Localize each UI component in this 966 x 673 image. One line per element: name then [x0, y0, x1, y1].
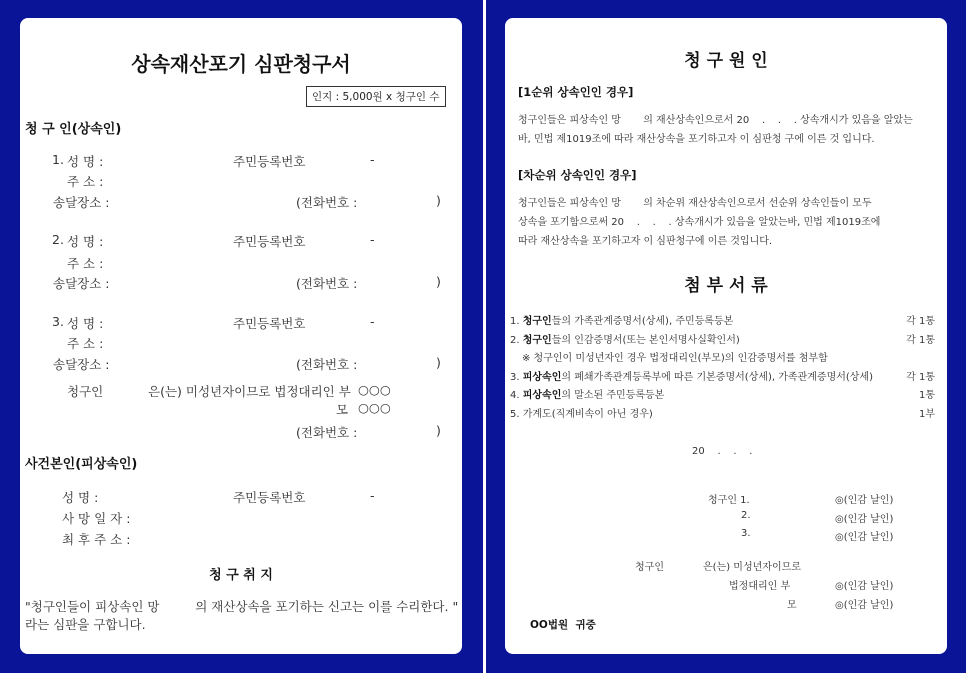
page-petition-grounds — [505, 18, 947, 654]
second-rank-heading: [차순위 상속인인 경우] — [518, 168, 637, 182]
minor-guardian-text: 은(는) 미성년자이므로 법정대리인 부 — [148, 384, 351, 399]
second-rank-line-1: 청구인들은 피상속인 망 의 차순위 재산상속인으로서 선순위 상속인들이 모두 — [518, 198, 872, 209]
mother-label: 모 — [787, 600, 797, 611]
item-qty: 1통 — [918, 390, 935, 401]
decedent-section-heading: 사건본인(피상속인) — [25, 457, 138, 472]
grounds-title: 청 구 원 인 — [684, 51, 768, 71]
rrn-label: 주민등록번호 — [233, 316, 306, 331]
stamp-fee-box: 인지 : 5,000원 x 청구인 수 — [306, 86, 446, 107]
phone-close: ) — [436, 423, 441, 438]
document-title: 상속재산포기 심판청구서 — [131, 52, 351, 76]
item-number: 5. — [510, 409, 520, 420]
decedent-name-label: 성 명 : — [62, 490, 99, 505]
delivery-label: 송달장소 : — [53, 357, 110, 372]
rrn-label: 주민등록번호 — [233, 154, 306, 169]
phone-label: (전화번호 : — [296, 195, 358, 210]
father-placeholder: ○○○ — [358, 382, 391, 397]
claimant-number: 2. — [52, 232, 64, 247]
item-text: 의 말소된 주민등록등본 — [561, 390, 665, 401]
first-rank-line-2: 바, 민법 제1019조에 따라 재산상속을 포기하고자 이 심판청 구에 이른 것 입니다. — [518, 134, 875, 145]
first-rank-line-1: 청구인들은 피상속인 망 의 재산상속인으로서 20 . . . 상속개시가 있음을 알았는 — [518, 115, 913, 126]
address-label: 주 소 : — [67, 174, 104, 189]
item-qty: 각 1통 — [906, 372, 935, 383]
signer-3-seal: ◎(인감 날인) — [835, 532, 894, 543]
item-number: 2. — [510, 335, 520, 346]
first-rank-heading: [1순위 상속인인 경우] — [518, 85, 634, 99]
signer-1-label: 청구인 1. — [708, 495, 750, 506]
second-rank-line-2: 상속을 포기함으로써 20 . . . 상속개시가 있음을 알았는바, 민법 제1019조에 — [518, 217, 881, 228]
page-divider — [483, 0, 486, 673]
item-bold: 청구인 — [522, 316, 552, 327]
signer-1-seal: ◎(인감 날인) — [835, 495, 894, 506]
last-address-label: 최 후 주 소 : — [62, 532, 131, 547]
item-text: ※ 청구인이 미성년자인 경우 법정대리인(부모)의 인감증명서를 첨부함 — [522, 353, 828, 364]
purpose-line-1: "청구인들이 피상속인 망 의 재산상속을 포기하는 신고는 이를 수리한다. " — [25, 599, 459, 614]
delivery-label: 송달장소 : — [53, 195, 110, 210]
rrn-dash: - — [370, 232, 375, 247]
signer-3-label: 3. — [741, 528, 751, 539]
item-number: 1. — [510, 316, 520, 327]
address-label: 주 소 : — [67, 336, 104, 351]
rrn-dash: - — [370, 152, 375, 167]
item-text: 가계도(직계비속이 아닌 경우) — [522, 409, 653, 420]
attachments-title: 첨 부 서 류 — [684, 276, 768, 296]
delivery-label: 송달장소 : — [53, 276, 110, 291]
minor-guardian-text: 은(는) 미성년자이므로 — [703, 562, 801, 573]
mother-placeholder: ○○○ — [358, 400, 391, 415]
phone-close: ) — [436, 193, 441, 208]
phone-label: (전화번호 : — [296, 357, 358, 372]
page-petition-form — [20, 18, 462, 654]
minor-claimant-label: 청구인 — [635, 562, 664, 573]
death-date-label: 사 망 일 자 : — [62, 511, 131, 526]
rrn-label: 주민등록번호 — [233, 234, 306, 249]
item-number: 4. — [510, 390, 520, 401]
item-text: 의 폐쇄가족관계등록부에 따른 기본증명서(상세), 가족관계증명서(상세) — [561, 372, 874, 383]
father-label: 법정대리인 부 — [729, 581, 791, 592]
item-qty: 각 1통 — [906, 335, 935, 346]
minor-claimant-label: 청구인 — [67, 384, 104, 399]
name-label: 성 명 : — [67, 154, 104, 169]
item-qty: 1부 — [918, 409, 935, 420]
decedent-rrn-label: 주민등록번호 — [233, 490, 306, 505]
item-qty: 각 1통 — [906, 316, 935, 327]
signer-2-seal: ◎(인감 날인) — [835, 514, 894, 525]
filing-date: 20 . . . — [692, 446, 753, 457]
item-text: 들의 가족관계증명서(상세), 주민등록등본 — [551, 316, 734, 327]
name-label: 성 명 : — [67, 316, 104, 331]
address-label: 주 소 : — [67, 256, 104, 271]
court-addressee: OO법원 귀중 — [530, 619, 596, 631]
claimant-section-heading: 청 구 인(상속인) — [25, 122, 122, 137]
purpose-line-2: 라는 심판을 구합니다. — [25, 617, 146, 632]
phone-close: ) — [436, 355, 441, 370]
signer-2-label: 2. — [741, 510, 751, 521]
rrn-dash: - — [370, 314, 375, 329]
phone-label: (전화번호 : — [296, 276, 358, 291]
purpose-title: 청 구 취 지 — [209, 568, 273, 583]
father-seal: ◎(인감 날인) — [835, 581, 894, 592]
claimant-number: 1. — [52, 152, 64, 167]
item-text: 들의 인감증명서(또는 본인서명사실확인서) — [551, 335, 740, 346]
mother-label: 모 — [336, 402, 349, 417]
item-bold: 피상속인 — [522, 372, 562, 383]
mother-seal: ◎(인감 날인) — [835, 600, 894, 611]
item-bold: 피상속인 — [522, 390, 562, 401]
item-number: 3. — [510, 372, 520, 383]
second-rank-line-3: 따라 재산상속을 포기하고자 이 심판청구에 이른 것입니다. — [518, 236, 773, 247]
phone-label: (전화번호 : — [296, 425, 358, 440]
item-bold: 청구인 — [522, 335, 552, 346]
rrn-dash: - — [370, 488, 375, 503]
claimant-number: 3. — [52, 314, 64, 329]
phone-close: ) — [436, 274, 441, 289]
name-label: 성 명 : — [67, 234, 104, 249]
